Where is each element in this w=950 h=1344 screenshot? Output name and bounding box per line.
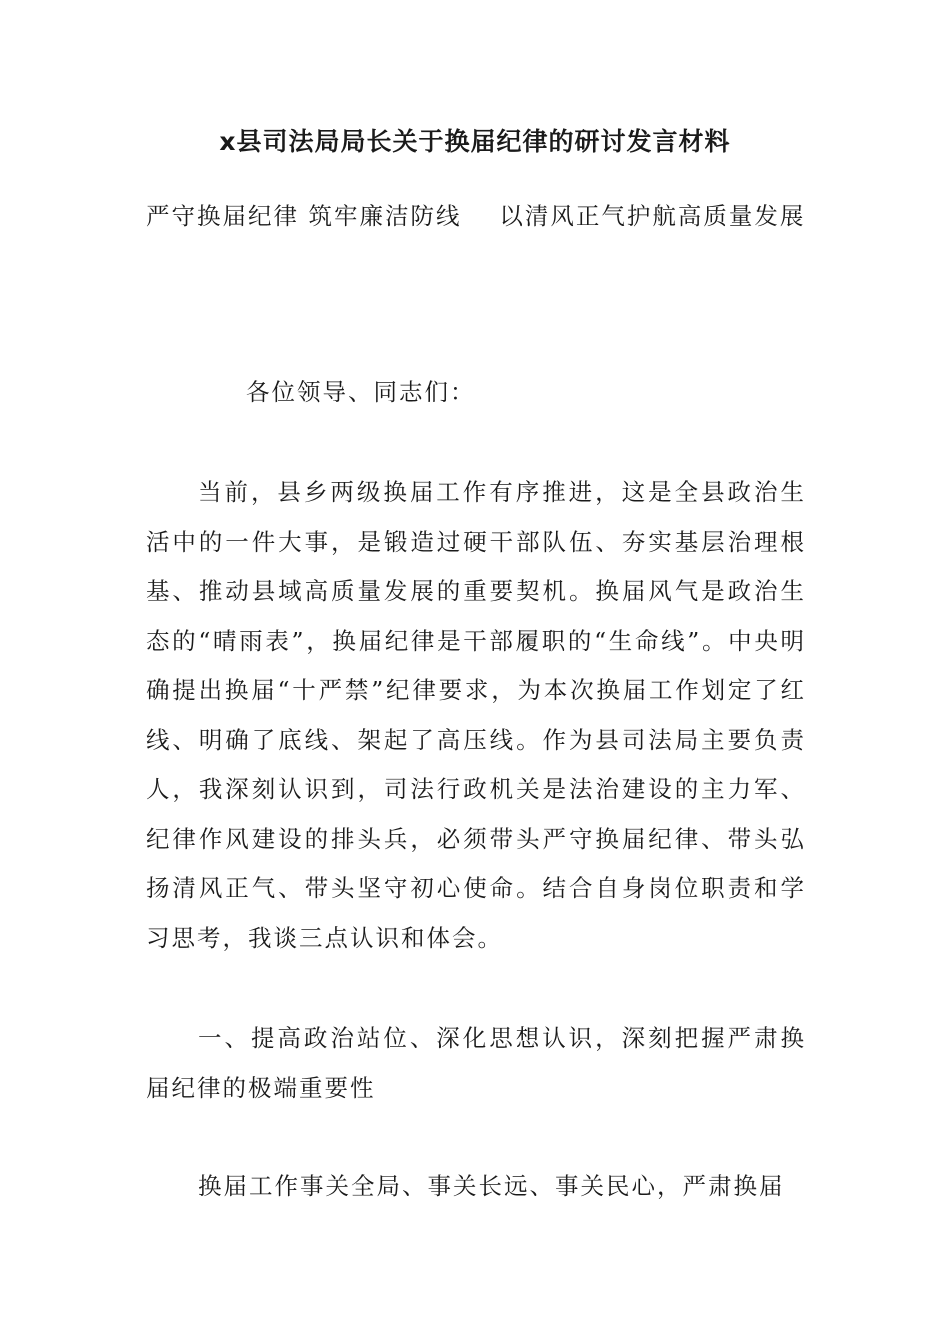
paragraph-section-1: 换届工作事关全局、事关长远、事关民心，严肃换届 [198,1172,785,1200]
section-heading-1: 一、提高政治站位、深化思想认识，深刻把握严肃换届纪律的极端重要性 [146,1024,806,1102]
document-subtitle: 严守换届纪律 筑牢廉洁防线 以清风正气护航高质量发展 [146,202,806,230]
paragraph-intro: 当前，县乡两级换届工作有序推进，这是全县政治生活中的一件大事，是锻造过硬干部队伍、夯实基层治理根基、推动县域高质量发展的重要契机。换届风气是政治生态的“晴雨表”，换届纪律是干部履职的“生命线”。中央明确提出换届“十严禁”纪律要求，为本次换届工作划定了红线、明确了底线、架起了高压线。作为县司法局主要负责人，我深刻认识到，司法行政机关是法治建设的主力军、纪律作风建设的排头兵，必须带头严守换届纪律、带头弘扬清风正气、带头坚守初心使命。结合自身岗位职责和学习思考，我谈三点认识和体会。 [146,478,806,952]
salutation: 各位领导、同志们： [246,378,476,406]
document-title: x县司法局局长关于换届纪律的研讨发言材料 [219,127,731,156]
